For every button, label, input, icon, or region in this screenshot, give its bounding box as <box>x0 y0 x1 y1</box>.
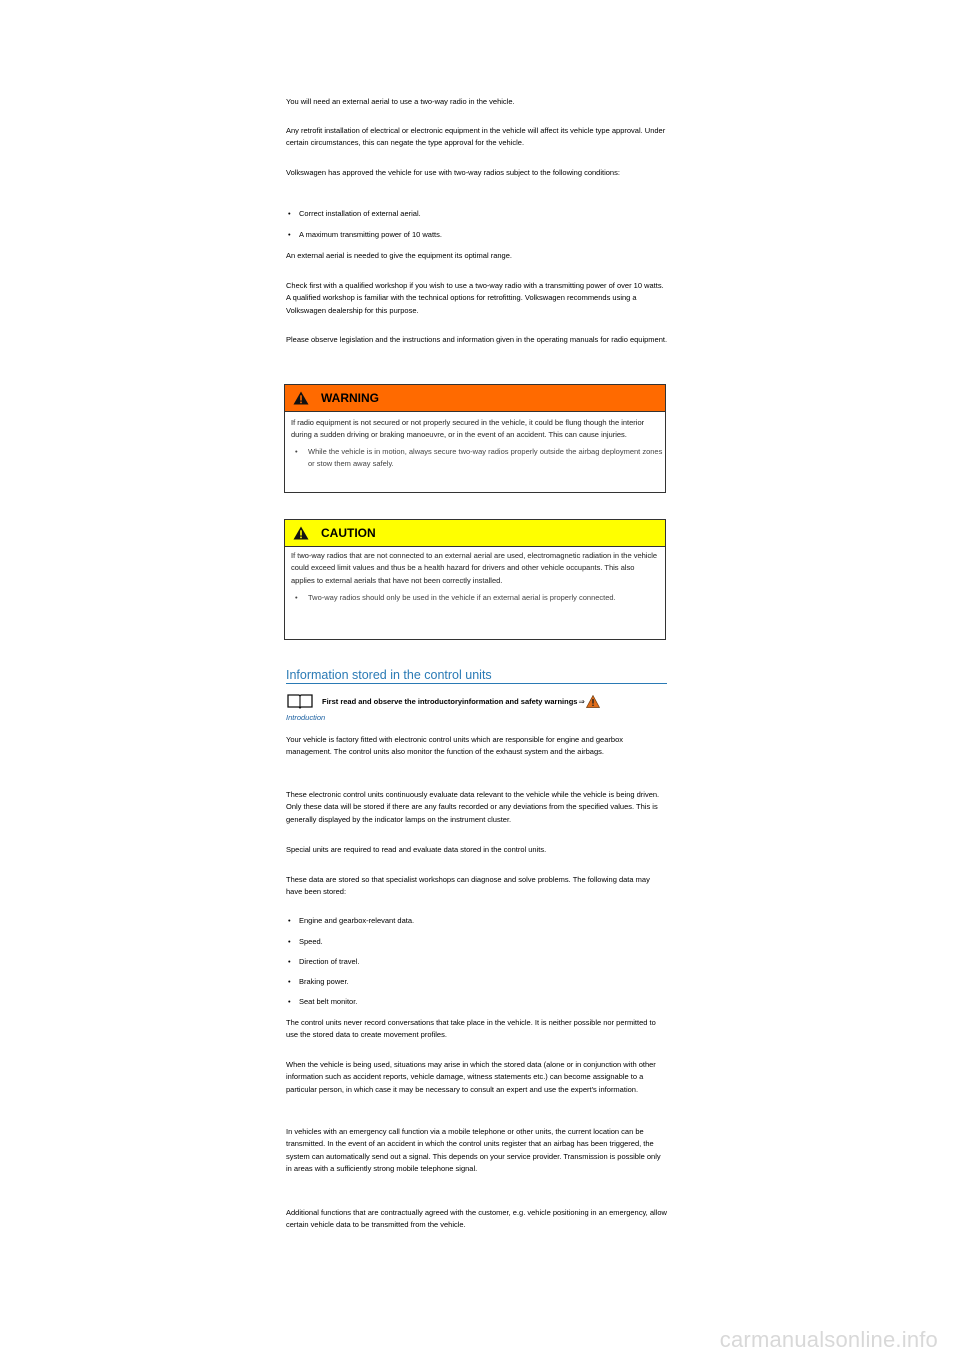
caution-bullet: • Two-way radios should only be used in the vehicle if an external aerial is properly connected. <box>285 592 665 604</box>
warning-title: WARNING <box>321 391 379 405</box>
paragraph-approval-conditions: Volkswagen has approved the vehicle for use with two-way radios subject to the following conditions: <box>286 168 620 177</box>
paragraph-control-units: Your vehicle is factory fitted with electronic control units which are responsible for engine and gearbox management. The control units also monitor the function of the exhaust system and the airbags. <box>286 735 623 757</box>
paragraph-retrofit: Any retrofit installation of electrical or electronic equipment in the vehicle will affect its vehicle type approval. Under certain circumstances, this can negate the type approval for the vehicle. <box>286 126 666 148</box>
paragraph-data-stored: These data are stored so that specialist workshops can diagnose and solve problems. The following data may have been stored: <box>286 875 650 897</box>
caution-text: If two-way radios that are not connected to an external aerial are used, electromagnetic radiation in the vehicle could exceed limit values and thus be a health hazard for drivers and other vehicle occupants. This also applies to external aerials that have not been correctly installed. <box>291 551 658 585</box>
read-first-notice <box>286 693 600 709</box>
list-item-text: A maximum transmitting power of 10 watts. <box>299 230 442 239</box>
paragraph-assignable: When the vehicle is being used, situations may arise in which the stored data (alone or in conjunction with other information such as accident reports, vehicle damage, witness statements etc.) can become assignable to a particular person, in which case it may be necessary to consult an expert and use the expert's information. <box>286 1060 656 1094</box>
watermark: carmanualsonline.info <box>719 1327 938 1352</box>
list-item: • Engine and gearbox-relevant data. <box>288 916 415 925</box>
caution-box <box>284 519 666 640</box>
paragraph-additional-functions: Additional functions that are contractually agreed with the customer, e.g. vehicle positioning in an emergency, allow certain vehicle data to be transmitted from the vehicle. <box>286 1208 667 1230</box>
paragraph-evaluate-data: These electronic control units continuously evaluate data relevant to the vehicle while the vehicle is being driven. Only these data will be stored if there are any faults recorded or any deviations from the specified values. This is generally displayed by the indicator lamps on the instrument cluster. <box>286 790 660 824</box>
section-title: Information stored in the control units <box>286 668 667 684</box>
warning-text: If radio equipment is not secured or not properly secured in the vehicle, it could be flung though the interior during a sudden driving or braking manoeuvre, or in the event of an accident. This can cause injuries. <box>291 418 645 440</box>
caution-bullet-text: Two-way radios should only be used in the vehicle if an external aerial is properly connected. <box>308 592 616 602</box>
paragraph-check-workshop: Check first with a qualified workshop if you wish to use a two-way radio with a transmitting power of over 10 watts. A qualified workshop is familiar with the technical options for retrofitting. Volkswagen recommends using a Volkswagen dealership for this purpose. <box>286 281 664 315</box>
warning-header <box>285 385 665 412</box>
paragraph-aerial-required: You will need an external aerial to use a two-way radio in the vehicle. <box>286 97 515 106</box>
open-book-icon <box>286 693 314 709</box>
list-item: • Braking power. <box>288 977 349 986</box>
paragraph-emergency-call: In vehicles with an emergency call function via a mobile telephone or other units, the current location can be transmitted. In the event of an accident in which the control units register that an airbag has been triggered, the system can automatically send out a signal. This depends on your service provider. Transmission is possible only in areas with a sufficiently strong mobile telephone signal. <box>286 1127 661 1173</box>
list-item-text: Seat belt monitor. <box>299 997 358 1006</box>
paragraph-special-units: Special units are required to read and evaluate data stored in the control units. <box>286 845 547 854</box>
paragraph-optimal-range: An external aerial is needed to give the equipment its optimal range. <box>286 251 512 260</box>
warning-triangle-icon <box>293 391 309 405</box>
paragraph-observe-legislation: Please observe legislation and the instructions and information given in the operating manuals for radio equipment. <box>286 335 668 344</box>
caution-title: CAUTION <box>321 526 376 540</box>
list-item-text: Speed. <box>299 937 323 946</box>
warning-bullet: • While the vehicle is in motion, always secure two-way radios properly outside the airbag deployment zones or stow them away safely. <box>285 446 665 471</box>
arrow-icon: ⇒ <box>578 696 585 706</box>
list-item: • A maximum transmitting power of 10 watts. <box>288 230 442 239</box>
list-item-text: Engine and gearbox-relevant data. <box>299 916 415 925</box>
list-item-text: Braking power. <box>299 977 349 986</box>
list-item: • Direction of travel. <box>288 957 360 966</box>
warning-link-icon[interactable] <box>586 695 600 708</box>
list-item: • Speed. <box>288 937 323 946</box>
caution-triangle-icon <box>293 526 309 540</box>
paragraph-no-recording: The control units never record conversations that take place in the vehicle. It is neither possible nor permitted to use the stored data to create movement profiles. <box>286 1018 656 1040</box>
read-first-text: First read and observe the introductoryinformation and safety warnings <box>322 696 578 706</box>
warning-box <box>284 384 666 493</box>
list-item: • Seat belt monitor. <box>288 997 358 1006</box>
introduction-link[interactable]: Introduction <box>286 713 326 722</box>
warning-bullet-text: While the vehicle is in motion, always secure two-way radios properly outside the airbag deployment zones or stow them away safely. <box>308 446 663 468</box>
list-item: • Correct installation of external aerial. <box>288 209 421 218</box>
list-item-text: Direction of travel. <box>299 957 360 966</box>
list-item-text: Correct installation of external aerial. <box>299 209 421 218</box>
caution-header <box>285 520 665 547</box>
